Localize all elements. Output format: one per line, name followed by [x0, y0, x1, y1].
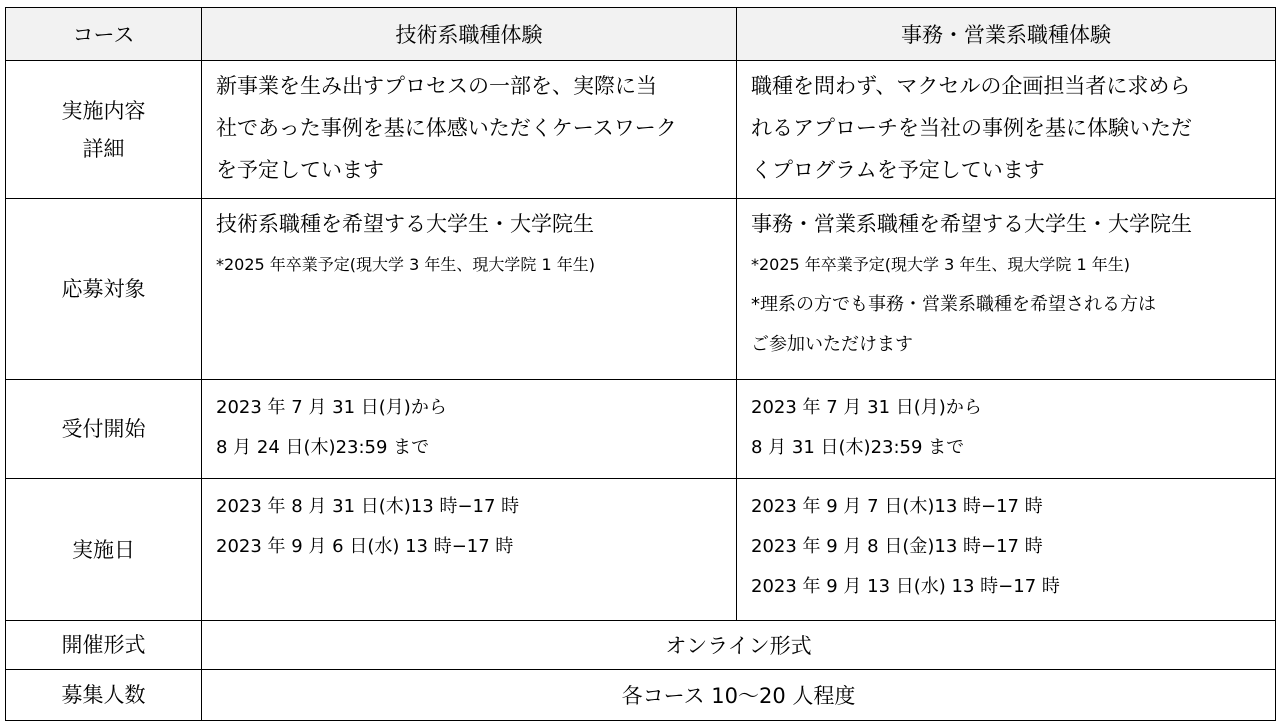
date-office-line: 2023 年 9 月 8 日(金)13 時−17 時 [751, 536, 1043, 557]
start-tech-line: 8 月 24 日(木)23:59 まで [216, 437, 430, 458]
format-value: オンライン形式 [202, 621, 1276, 670]
target-office-main: 事務・営業系職種を希望する大学生・大学院生 [751, 212, 1192, 236]
date-tech-line: 2023 年 8 月 31 日(木)13 時−17 時 [216, 496, 520, 517]
target-row [6, 199, 1276, 380]
content-office-line: 職種を問わず、マクセルの企画担当者に求めら [751, 74, 1191, 98]
target-office-note: *2025 年卒業予定(現大学 3 年生、現大学院 1 年生) [751, 255, 1130, 274]
header-tech-course: 技術系職種体験 [202, 8, 737, 61]
start-office-line: 8 月 31 日(木)23:59 まで [751, 437, 965, 458]
target-office-note: *理系の方でも事務・営業系職種を希望される方は [751, 294, 1156, 315]
content-tech-line: を予定しています [216, 158, 384, 182]
date-tech-cell [202, 479, 737, 621]
target-tech-note: *2025 年卒業予定(現大学 3 年生、現大学院 1 年生) [216, 255, 595, 274]
header-course: コース [6, 8, 202, 61]
recruit-label: 募集人数 [6, 670, 202, 721]
content-row [6, 61, 1276, 199]
target-tech-main: 技術系職種を希望する大学生・大学院生 [216, 212, 594, 236]
date-tech-line: 2023 年 9 月 6 日(水) 13 時−17 時 [216, 536, 514, 557]
target-office-cell [737, 199, 1276, 380]
header-office-course: 事務・営業系職種体験 [737, 8, 1276, 61]
date-office-line: 2023 年 9 月 7 日(木)13 時−17 時 [751, 496, 1043, 517]
content-label-line: 詳細 [82, 136, 125, 161]
target-tech-cell [202, 199, 737, 380]
date-label: 実施日 [6, 479, 202, 621]
content-office-line: れるアプローチを当社の事例を基に体験いただ [751, 116, 1192, 140]
date-office-cell [737, 479, 1276, 621]
header-row [6, 8, 1276, 61]
content-label [6, 61, 202, 199]
recruit-value: 各コース 10〜20 人程度 [202, 670, 1276, 721]
content-tech-line: 社であった事例を基に体感いただくケースワーク [216, 116, 677, 140]
start-office-line: 2023 年 7 月 31 日(月)から [751, 397, 982, 418]
content-label-line: 実施内容 [61, 98, 146, 123]
course-table [5, 7, 1276, 721]
target-label: 応募対象 [6, 199, 202, 380]
start-office-cell [737, 380, 1276, 479]
content-office-cell [737, 61, 1276, 199]
format-label: 開催形式 [6, 621, 202, 670]
start-label: 受付開始 [6, 380, 202, 479]
start-row [6, 380, 1276, 479]
date-row [6, 479, 1276, 621]
content-office-line: くプログラムを予定しています [751, 158, 1045, 182]
content-tech-cell [202, 61, 737, 199]
recruit-row [6, 670, 1276, 721]
start-tech-line: 2023 年 7 月 31 日(月)から [216, 397, 447, 418]
target-office-note: ご参加いただけます [751, 334, 913, 355]
format-row [6, 621, 1276, 670]
date-office-line: 2023 年 9 月 13 日(水) 13 時−17 時 [751, 576, 1060, 597]
start-tech-cell [202, 380, 737, 479]
content-tech-line: 新事業を生み出すプロセスの一部を、実際に当 [216, 74, 657, 98]
